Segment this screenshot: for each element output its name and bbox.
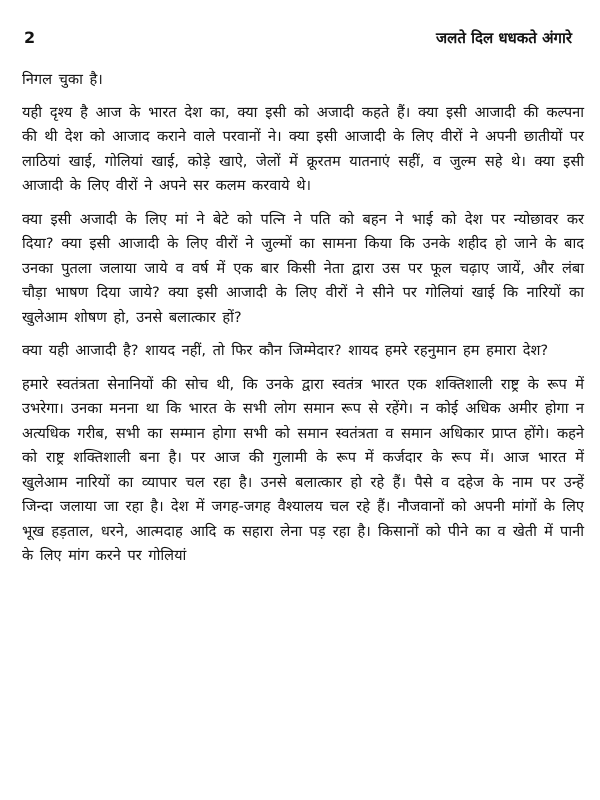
paragraph: निगल चुका है।: [22, 71, 103, 88]
page-number: 2: [24, 28, 36, 47]
page-body: [22, 68, 584, 578]
paragraph: क्या यही आजादी है? शायद नहीं, तो फिर कौन जिम्मेदार? शायद हमरे रहनुमान हम हमारा देश?: [22, 342, 549, 359]
page-header: [24, 28, 572, 50]
paragraph: यही दृश्य है आज के भारत देश का, क्या इसी को अजादी कहते हैं। क्या इसी आजादी की कल्पना की थी देश को आजाद कराने वाले परवानों ने। क्या इसी आजादी के लिए वीरों ने अपनी छातीयों पर लाठियां खाई, गोलियां खाई, कोड़े खाऐ, जेलों में क्रूरतम यातनाएं सहीं, व जुल्म सहे थे। क्या इसी आजादी के लिए वीरों ने अपने सर कलम करवाये थे।: [22, 103, 584, 194]
paragraph: क्या इसी अजादी के लिए मां ने बेटे को पत्नि ने पति को बहन ने भाई को देश पर न्योछावर कर दिया? क्या इसी आजादी के लिए वीरों ने जुल्मों का सामना किया कि उनके शहीद हो जाने के बाद उनका पुतला जलाया जाये व वर्ष में एक बार किसी नेता द्वारा उस पर फूल चढ़ाए जायें, और लंबा चौड़ा भाषण दिया जाये? क्या इसी आजादी के लिए वीरों ने सीने पर गोलियां खाई कि नारियों का खुलेआम शोषण हो, उनसे बलात्कार हों?: [22, 210, 584, 326]
running-title: जलते दिल धधकते अंगारे: [436, 29, 572, 47]
paragraph: हमारे स्वतंत्रता सेनानियों की सोच थी, कि उनके द्वारा स्वतंत्र भारत एक शक्तिशाली राष्ट्र के रूप में उभरेगा। उनका मनना था कि भारत के सभी लोग समान रूप से रहेंगे। न कोई अधिक अमीर होगा न अत्यधिक गरीब, सभी का सम्मान होगा सभी को समान स्वतंत्रता व समान अधिकार प्राप्त होंगे। कहने को राष्ट्र शक्तिशाली बना है। पर आज की गुलामी के रूप में कर्जदार के रूप में। आज भारत में खुलेआम नारियों का व्यापार चल रहा है। उनसे बलात्कार हो रहे हैं। पैसे व दहेज के नाम पर उन्हें जिन्दा जलाया जा रहा है। देश में जगह-जगह वैश्यालय चल रहे हैं। नौजवानों को अपनी मांगों के लिए भूख हड़ताल, धरने, आत्मदाह आदि क सहारा लेना पड़ रहा है। किसानों को पीने का व खेती में पानी के लिए मांग करने पर गोलियां: [22, 375, 584, 564]
